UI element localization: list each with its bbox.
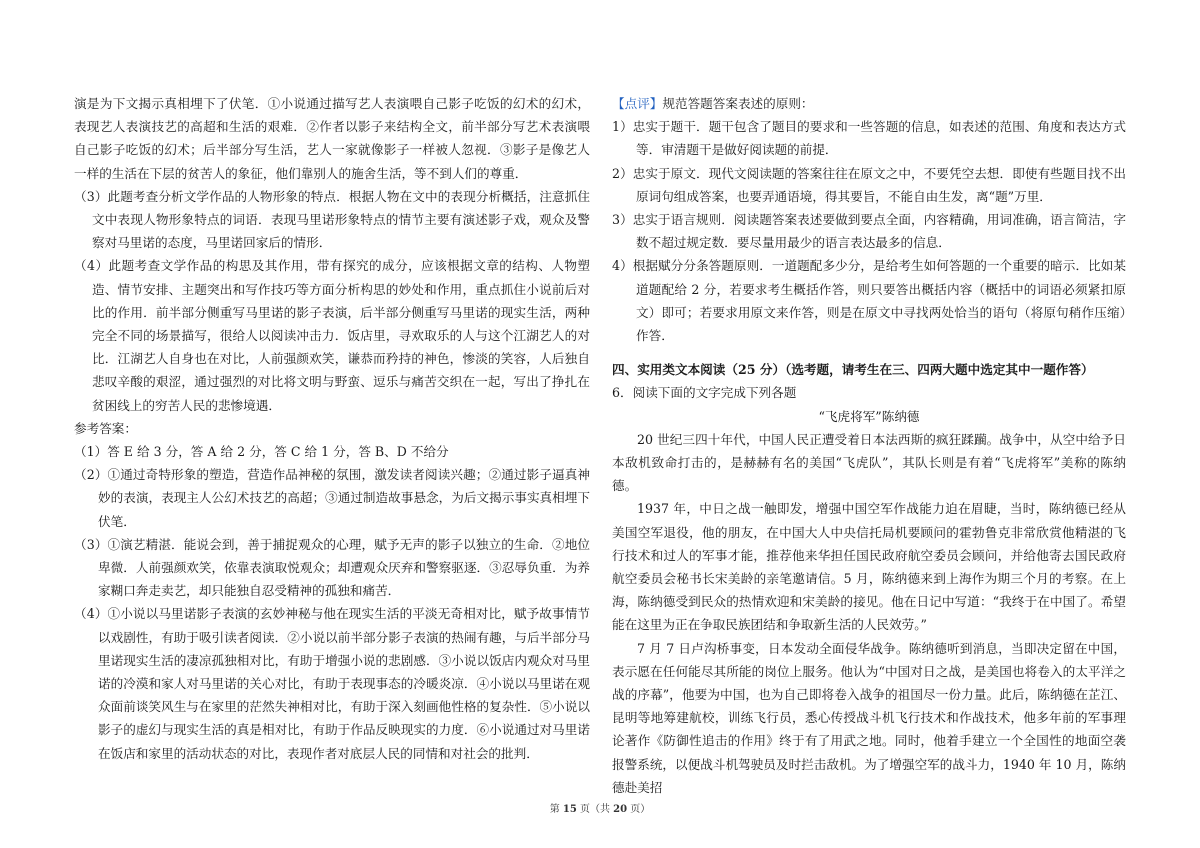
article-paragraph-2: 1937 年，中日之战一触即发，增强中国空军作战能力迫在眉睫，当时，陈纳德已经从美国空军退役，他的朋友，在中国大人中央信托局机要顾问的霍勃鲁克非常欣赏他精湛的飞行技术和过人的军事才能，推荐他来华担任国民政府航空委员会顾问，并给他寄去国民政府航空委员会秘书长宋美龄的亲笔邀请信。5 月，陈纳德来到上海作为期三个月的考察。在上海，陈纳德受到民众的热情欢迎和宋美龄的接见。他在日记中写道：“我终于在中国了。希望能在这里为正在争取民族团结和争取新生活的人民效劳。” (612, 501, 1126, 633)
footer-suffix: 页） (627, 804, 651, 815)
principle-3: 3）忠实于语言规则．阅读题答案表述要做到要点全面，内容精确，用词准确，语言简洁，字数不超过规定数．要尽量用最少的语言表达最多的信息． (612, 212, 1126, 251)
article-paragraph-1: 20 世纪三四十年代，中国人民正遭受着日本法西斯的疯狂蹂躏。战争中，从空中给予日本敌机致命打击的，是赫赫有名的美国“飞虎队”，其队长则是有着“飞虎将军”美称的陈纳德。 (612, 431, 1126, 494)
question-6: 6．阅读下面的文字完成下列各题 (612, 385, 797, 401)
left-column (74, 92, 590, 765)
analysis-paragraph-2-cont: 演是为下文揭示真相埋下了伏笔．①小说通过描写艺人表演喂自己影子吃饭的幻术的幻术，表现艺人表演技艺的高超和生活的艰难．②作者以影子来结构全文，前半部分写艺术表演喂自己影子吃饭的幻术；后半部分写生活，艺人一家就像影子一样被人忽视．③影子是像艺人一样的生活在下层的贫苦人的象征，他们靠别人的施舍生活，等不到人们的尊重． (74, 96, 590, 181)
principle-4: 4）根据赋分分条答题原则．一道题配多少分，是给考生如何答题的一个重要的暗示．比如某道题配给 2 分，若要求考生概括作答，则只要答出概括内容（概括中的词语必须紧扣原文）即可；若要求用原文来作答，则是在原文中寻找两处恰当的语句（将原句稍作压缩）作答． (612, 258, 1126, 344)
analysis-paragraph-3: （3）此题考查分析文学作品的人物形象的特点．根据人物在文中的表现分析概括，注意抓住文中表现人物形象特点的词语．表现马里诺形象特点的情节主要有演述影子戏，观众及警察对马里诺的态度，马里诺回家后的情形． (74, 188, 590, 251)
footer-total-pages: 20 (613, 804, 628, 815)
footer-prefix: 第 (549, 804, 563, 815)
answer-3: （3）①演艺精湛．能说会到，善于捕捉观众的心理，赋予无声的影子以独立的生命．②地位卑微．人前强颜欢笑，依靠表演取悦观众；却遭观众厌弃和警察驱逐．③忍辱负重．为养家糊口奔走卖艺，却只能独自忍受精神的孤独和痛苦． (74, 536, 590, 599)
answer-2: （2）①通过奇特形象的塑造，营造作品神秘的氛围，激发读者阅读兴趣；②通过影子逼真神妙的表演，表现主人公幻术技艺的高超；③通过制造故事悬念，为后文揭示事实真相埋下伏笔． (74, 467, 590, 529)
right-column (612, 92, 1126, 799)
section-heading: 四、实用类文本阅读（25 分）（选考题，请考生在三、四两大题中选定其中一题作答） (612, 362, 1094, 378)
answer-4: （4）①小说以马里诺影子表演的玄妙神秘与他在现实生活的平淡无奇相对比，赋予故事情节以戏剧性，有助于吸引读者阅读．②小说以前半部分影子表演的热闹有趣，与后半部分马里诺现实生活的凄凉孤独相对比，有助于增强小说的悲剧感．③小说以饭店内观众对马里诺的冷漠和家人对马里诺的关心对比，有助于表现事态的冷暖炎凉．④小说以马里诺在观众面前谈笑风生与在家里的茫然失神相对比，有助于深入刻画他性格的复杂性．⑤小说以影子的虚幻与现实生活的真是相对比，有助于作品反映现实的力度．⑥小说通过对马里诺在饭店和家里的活动状态的对比，表现作者对底层人民的同情和对社会的批判． (74, 606, 590, 761)
principle-2: 2）忠实于原文．现代文阅读题的答案往往在原文之中，不要凭空去想．即使有些题目找不出原词句组成答案，也要弄通语境，得其要旨，不能自由生发，离“题”万里． (612, 165, 1126, 204)
footer-page-number: 15 (562, 804, 577, 815)
analysis-paragraph-4: （4）此题考查文学作品的构思及其作用，带有探究的成分，应该根据文章的结构、人物塑造、情节安排、主题突出和写作技巧等方面分析构思的妙处和作用，重点抓住小说前后对比的作用．前半部分侧重写马里诺的影子表演，后半部分侧重写马里诺的现实生活，两种完全不同的场景描写，很给人以阅读冲击力．饭店里，寻欢取乐的人与这个江湖艺人的对比．江湖艺人自身也在对比，人前强颜欢笑，谦恭而矜持的神色，惨淡的笑容，人后独自悲叹辛酸的艰涩，通过强烈的对比将文明与野蛮、逗乐与痛苦交织在一起，写出了挣扎在贫困线上的穷苦人民的悲惨境遇． (74, 258, 590, 413)
answer-label: 参考答案： (74, 420, 137, 436)
comment-intro: 规范答题答案表述的原则： (662, 96, 814, 111)
principle-1: 1）忠实于题干．题干包含了题目的要求和一些答题的信息，如表述的范围、角度和表达方式等．审清题干是做好阅读题的前提． (612, 119, 1126, 158)
comment-tag: 【点评】 (612, 96, 663, 111)
footer-mid: 页（共 (576, 804, 614, 815)
article-title: “飞虎将军”陈纳德 (818, 408, 920, 424)
article-paragraph-3: 7 月 7 日卢沟桥事变，日本发动全面侵华战争。陈纳德听到消息，当即决定留在中国，表示愿在任何能尽其所能的岗位上服务。他认为“中国对日之战，是美国也将卷入的太平洋之战的序幕”，他要为中国，也为自己即将卷入战争的祖国尽一份力量。此后，陈纳德在芷江、昆明等地筹建航校，训练飞行员，悉心传授战斗机飞行技术和作战技术，他多年前的军事理论著作《防御性追击的作用》终于有了用武之地。同时，他着手建立一个全国性的地面空袭报警系统，以便战斗机驾驶员及时拦击敌机。为了增强空军的战斗力，1940 年 10 月，陈纳德赴美招 (612, 640, 1126, 795)
page-footer (0, 800, 1200, 815)
answer-1: （1）答 E 给 3 分，答 A 给 2 分，答 C 给 1 分，答 B、D 不给分 (74, 444, 449, 460)
comment-line (612, 92, 1126, 115)
